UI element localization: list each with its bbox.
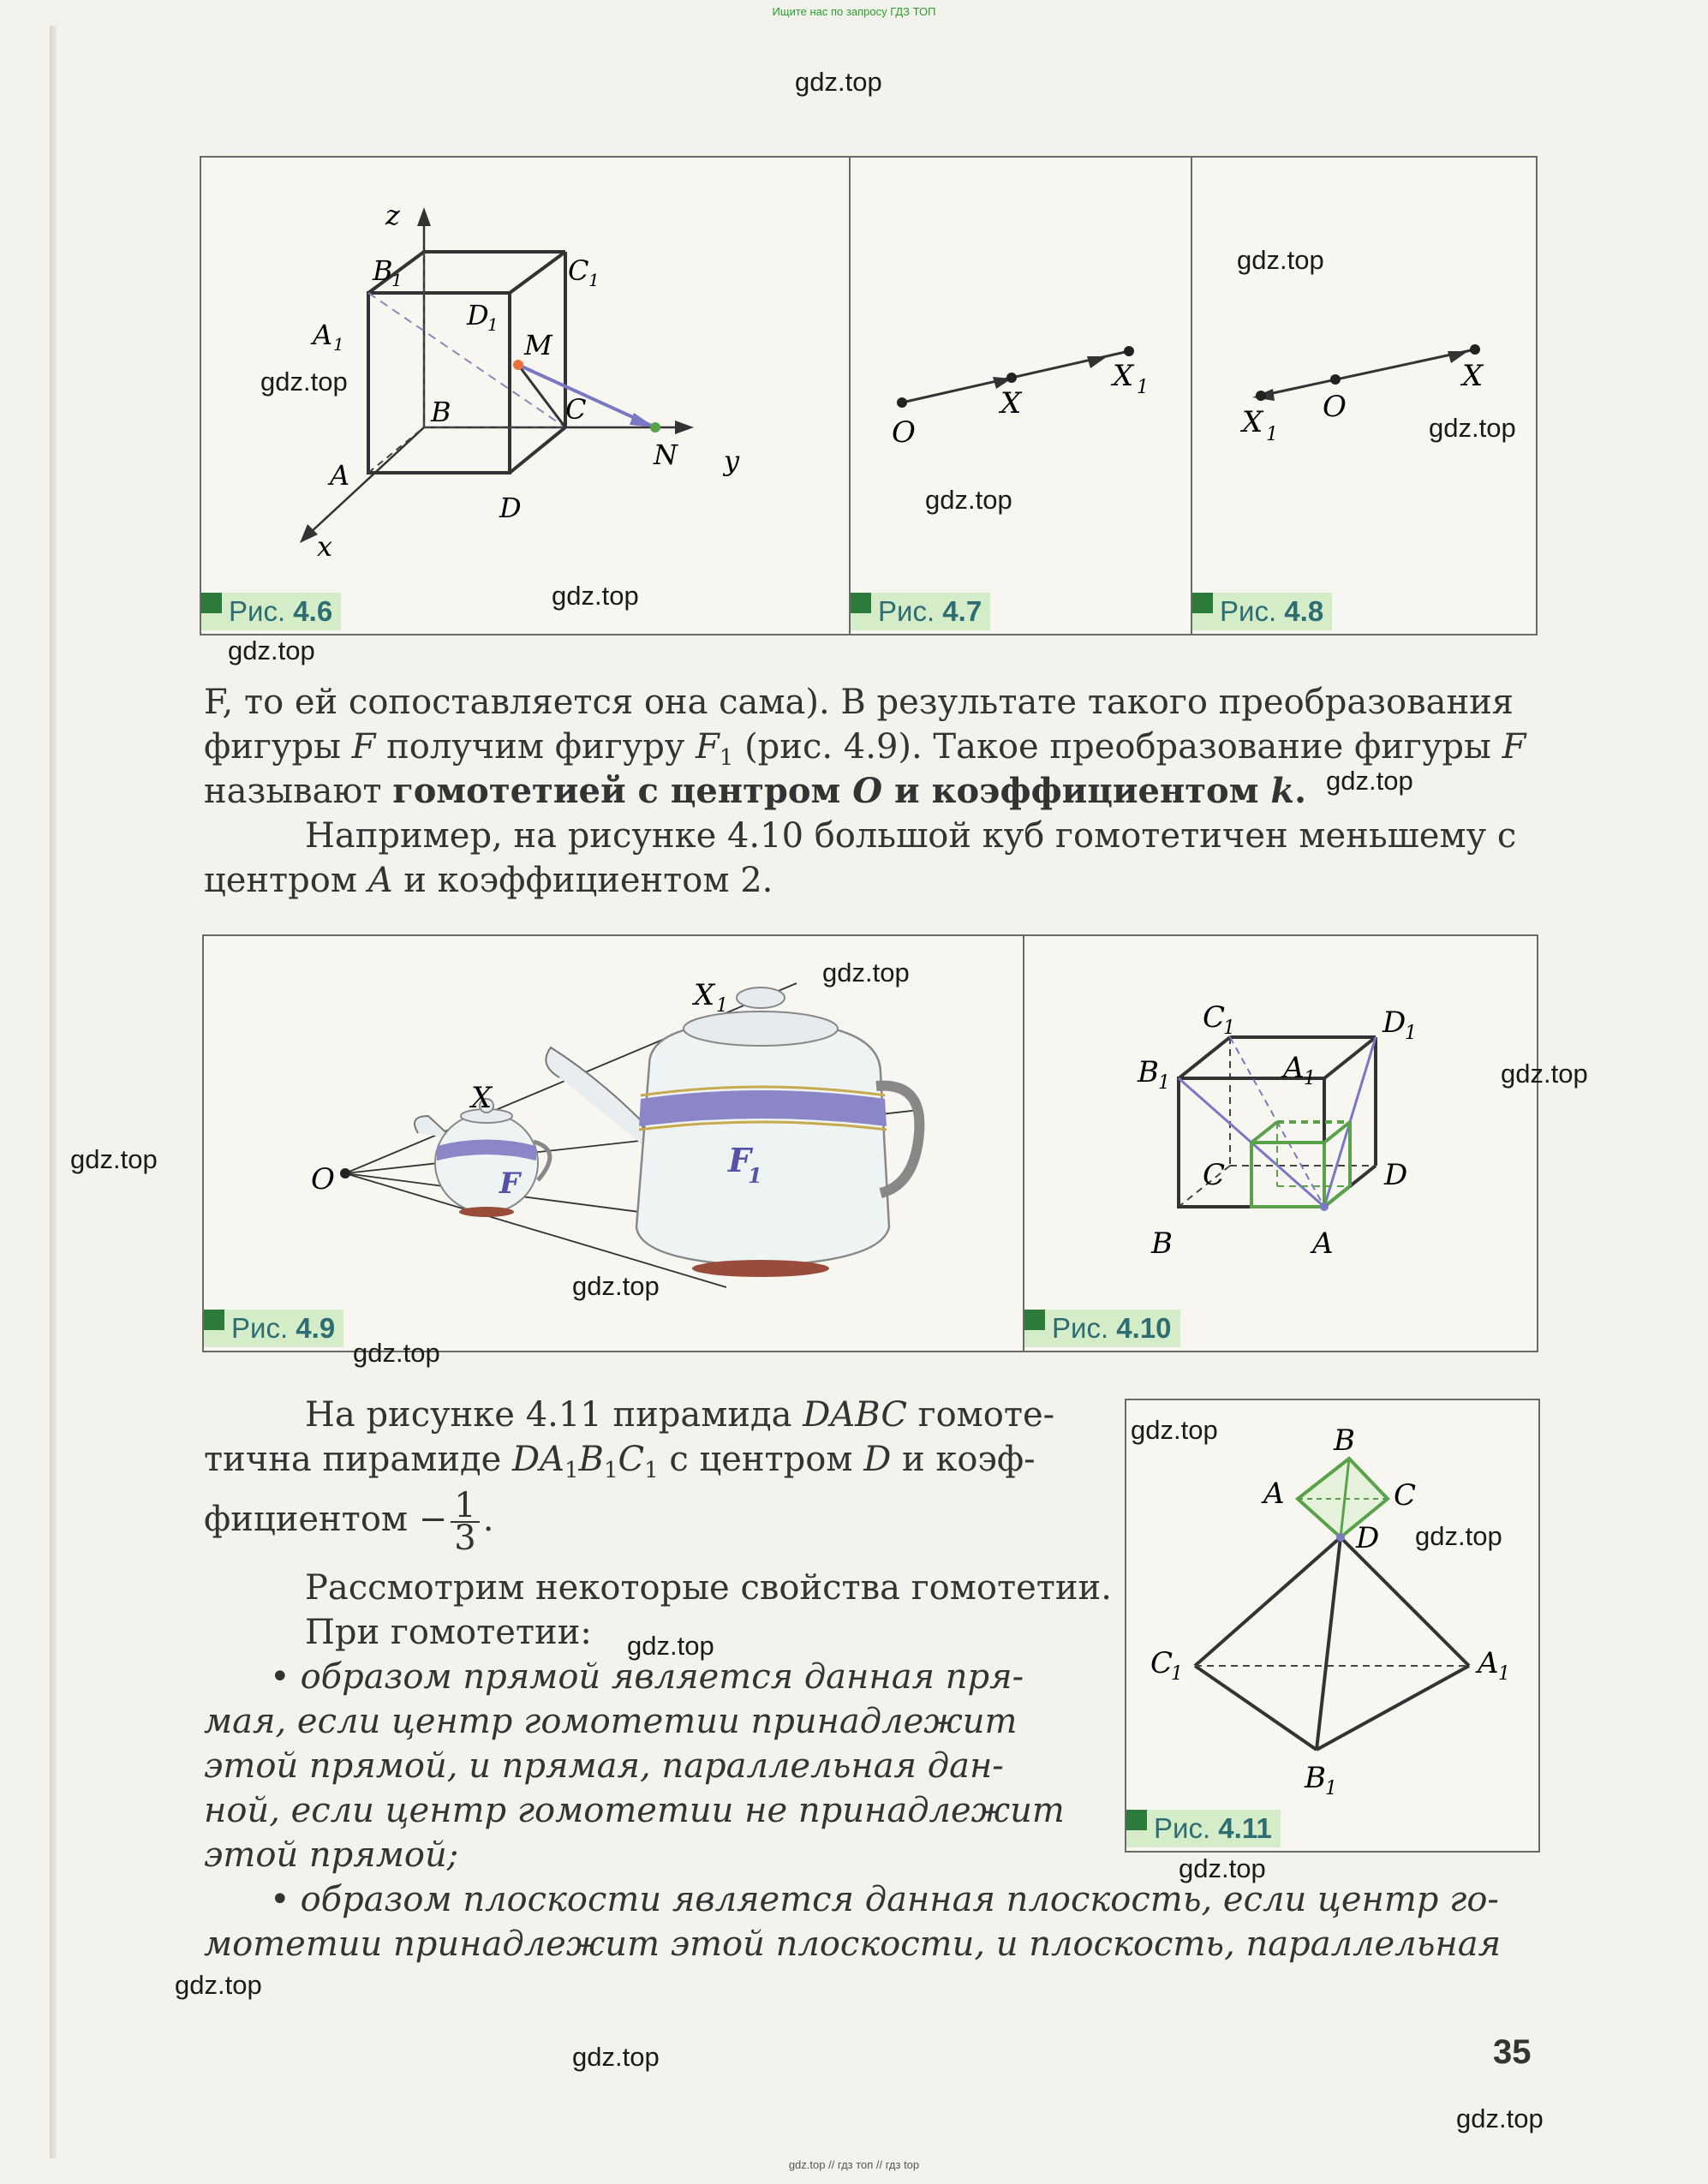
figure-4-10-cubes — [1024, 936, 1537, 1351]
label-x: X — [1462, 359, 1484, 393]
page-number: 35 — [1493, 2033, 1532, 2071]
figure-4-8-caption: Рис. 4.8 — [1192, 593, 1332, 630]
label-m: M — [524, 329, 552, 361]
watermark: gdz.top — [1326, 766, 1413, 796]
watermark: gdz.top — [1415, 1521, 1502, 1551]
fraction: $\frac{1}{3}$ — [451, 1490, 479, 1554]
paragraph-4-line-1: Рассмотрим некоторые свойства гомотетии. — [305, 1568, 1112, 1608]
label-a: A — [1312, 1226, 1334, 1261]
label-b: B — [431, 396, 451, 428]
svg-text:1: 1 — [487, 314, 499, 335]
paragraph-1-line-3: называют гомотетией с центром O и коэффициентом k. — [204, 771, 1307, 811]
label-x: x — [317, 530, 333, 563]
label-c1: C — [1150, 1646, 1174, 1680]
svg-text:1: 1 — [1405, 1023, 1417, 1044]
watermark: gdz.top — [1456, 2103, 1544, 2133]
watermark: gdz.top — [1429, 413, 1516, 443]
watermark: gdz.top — [572, 1271, 660, 1301]
paragraph-2-line-2: центром A и коэффициентом 2. — [204, 861, 773, 900]
label-a: A — [330, 459, 350, 492]
label-b1: B — [1305, 1761, 1326, 1795]
paragraph-1-line-1: F, то ей сопоставляется она сама). В результате такого преобразования — [204, 683, 1514, 722]
watermark: gdz.top — [260, 367, 348, 397]
bullet-2-line-1: • образом плоскости является данная плоскость, если центр го- — [270, 1880, 1499, 1919]
watermark: gdz.top — [925, 485, 1012, 515]
paragraph-3-line-1: На рисунке 4.11 пирамида DABC гомоте- — [305, 1395, 1055, 1435]
figure-4-6-caption: Рис. 4.6 — [201, 593, 341, 630]
label-a: A — [1263, 1477, 1285, 1511]
figure-4-8-box — [1191, 156, 1538, 636]
bullet-1-line-5: этой прямой; — [204, 1835, 459, 1875]
paragraph-3-line-3: фициентом − $\frac{1}{3}$ . — [204, 1486, 494, 1558]
label-x: X — [471, 1081, 493, 1115]
label-a1: A — [1478, 1646, 1499, 1680]
figure-4-10-caption: Рис. 4.10 — [1024, 1310, 1180, 1347]
watermark: gdz.top — [1179, 1853, 1266, 1883]
label-b: B — [1151, 1226, 1173, 1261]
bullet-1-line-1: • образом прямой является данная пря- — [270, 1657, 1024, 1697]
label-c: C — [1203, 1158, 1226, 1192]
watermark: gdz.top — [822, 958, 910, 988]
label-d: D — [499, 492, 522, 524]
watermark: gdz.top — [795, 67, 882, 97]
watermark: gdz.top — [175, 1970, 262, 2000]
label-c: C — [1394, 1478, 1417, 1513]
bullet-1-line-3: этой прямой, и прямая, параллельная дан- — [204, 1746, 1004, 1786]
paragraph-2-line-1: Например, на рисунке 4.10 большой куб гомотетичен меньшему с — [305, 816, 1517, 856]
label-o: O — [1323, 390, 1347, 424]
figure-4-11-box — [1125, 1399, 1540, 1853]
paragraph-4-line-2: При гомотетии: — [305, 1613, 592, 1652]
svg-text:1: 1 — [1304, 1068, 1316, 1089]
bullet-1-line-4: ной, если центр гомотетии не принадлежит — [204, 1791, 1065, 1830]
svg-text:1: 1 — [588, 270, 600, 290]
label-a1: A — [313, 319, 333, 351]
watermark: gdz.top — [627, 1631, 714, 1661]
header-note: Ищите нас по запросу ГДЗ ТОП — [772, 5, 936, 18]
page-spine — [50, 26, 57, 2158]
bullet-1-line-2: мая, если центр гомотетии принадлежит — [204, 1702, 1018, 1741]
svg-text:1: 1 — [1137, 377, 1149, 398]
label-y: y — [724, 445, 740, 477]
label-b1: B — [373, 254, 393, 287]
label-z: z — [385, 199, 400, 231]
figure-4-8-diagram — [1192, 158, 1536, 634]
figure-4-11-pyramids — [1126, 1400, 1538, 1851]
label-a1: A — [1283, 1051, 1305, 1085]
label-o: O — [311, 1162, 335, 1196]
svg-text:1: 1 — [333, 334, 344, 355]
svg-text:1: 1 — [391, 270, 403, 290]
watermark: gdz.top — [1237, 245, 1324, 275]
label-d: D — [1384, 1158, 1408, 1192]
paragraph-3-line-2: тична пирамиде $DA_1B_1C_1$ с центром D и коэф- — [204, 1440, 1036, 1483]
figure-4-11-caption: Рис. 4.11 — [1126, 1810, 1281, 1847]
watermark: gdz.top — [572, 2042, 660, 2072]
paragraph-1-line-2: фигуры F получим фигуру $F_1$ (рис. 4.9). Такое преобразование фигуры F — [204, 727, 1526, 771]
figure-4-7-box — [849, 156, 1192, 636]
label-d: D — [1356, 1521, 1380, 1555]
watermark: gdz.top — [1501, 1059, 1588, 1089]
svg-text:1: 1 — [716, 995, 728, 1017]
label-d1: D — [467, 299, 489, 331]
svg-text:1: 1 — [1223, 1017, 1235, 1039]
figure-4-10-box — [1023, 934, 1538, 1352]
label-c: C — [565, 393, 587, 426]
label-f1: F — [728, 1141, 751, 1179]
figure-4-7-caption: Рис. 4.7 — [851, 593, 990, 630]
watermark: gdz.top — [70, 1144, 158, 1174]
label-o: O — [892, 415, 916, 450]
svg-text:1: 1 — [1498, 1663, 1510, 1685]
label-x: X — [1000, 386, 1022, 421]
label-n: N — [654, 439, 678, 471]
bullet-2-line-2: мотетии принадлежит этой плоскости, и плоскость, параллельная — [204, 1924, 1502, 1964]
watermark: gdz.top — [552, 581, 639, 611]
label-x1: X — [1242, 405, 1263, 439]
watermark: gdz.top — [228, 636, 315, 665]
label-c1: C — [1203, 1000, 1226, 1035]
label-b: B — [1334, 1423, 1355, 1458]
label-b1: B — [1138, 1055, 1159, 1089]
figure-4-7-diagram — [851, 158, 1191, 634]
figure-4-9-caption: Рис. 4.9 — [204, 1310, 343, 1347]
label-f: F — [499, 1167, 521, 1201]
label-x1: X — [694, 978, 715, 1012]
svg-text:1: 1 — [1171, 1663, 1183, 1685]
svg-text:1: 1 — [1266, 424, 1278, 445]
label-x1: X — [1113, 359, 1134, 393]
svg-text:1: 1 — [748, 1163, 762, 1188]
svg-text:1: 1 — [1158, 1072, 1170, 1094]
svg-text:1: 1 — [1325, 1778, 1337, 1799]
watermark: gdz.top — [353, 1338, 440, 1368]
footer-note: gdz.top // гдз топ // гдз top — [788, 2158, 920, 2171]
label-d1: D — [1383, 1005, 1406, 1040]
watermark: gdz.top — [1131, 1415, 1218, 1445]
label-c1: C — [568, 254, 589, 287]
